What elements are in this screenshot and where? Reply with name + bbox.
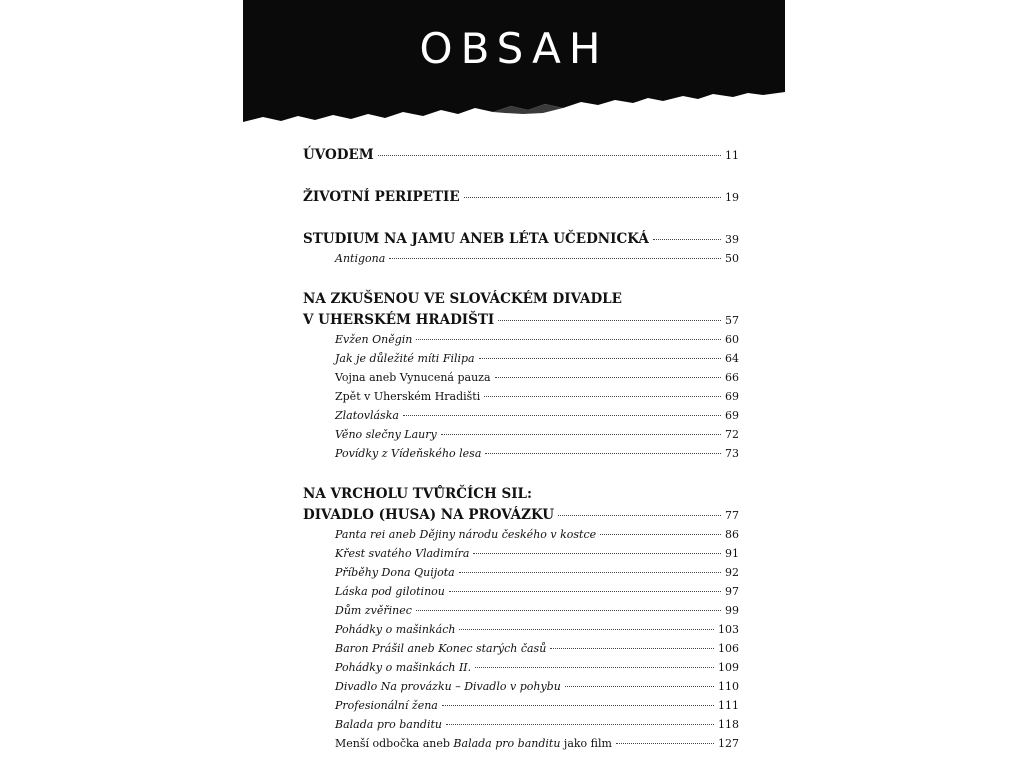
leader-dots	[495, 377, 721, 378]
leader-dots	[616, 743, 714, 744]
toc-subentry[interactable]	[303, 406, 739, 425]
leader-dots	[479, 358, 721, 359]
leader-dots	[464, 197, 721, 198]
leader-dots	[558, 515, 721, 516]
toc-section-heading-line: NA ZKUŠENOU VE SLOVÁCKÉM DIVADLE	[303, 291, 622, 307]
toc-subentry-label: Panta rei aneb Dějiny národu českého v kostce	[335, 528, 597, 541]
leader-dots	[449, 591, 721, 592]
toc-subentry[interactable]	[303, 696, 739, 715]
toc-subentry-label: Divadlo Na provázku – Divadlo v pohybu	[335, 680, 561, 693]
toc-subentry-label: Profesionální žena	[335, 699, 438, 712]
leader-dots	[565, 686, 714, 687]
toc-subentry-label-part: jako film	[560, 737, 612, 750]
leader-dots	[473, 553, 721, 554]
toc-subentry[interactable]	[303, 249, 739, 268]
toc-page-number: 72	[725, 428, 739, 441]
leader-dots	[550, 648, 714, 649]
leader-dots	[446, 724, 714, 725]
toc-subentry[interactable]	[303, 639, 739, 658]
toc-subentry[interactable]	[303, 620, 739, 639]
toc-subentry[interactable]	[303, 444, 739, 463]
leader-dots	[416, 339, 721, 340]
page-title: OBSAH	[419, 24, 609, 73]
toc-subentry[interactable]	[303, 582, 739, 601]
toc-subentry-label: Křest svatého Vladimíra	[335, 547, 470, 560]
toc-page-number: 57	[725, 314, 739, 327]
toc-subentry-label: Láska pod gilotinou	[335, 585, 445, 598]
toc-entry-zivotni-peripetie[interactable]	[303, 187, 739, 207]
toc-entry-zkusenou[interactable]	[303, 310, 739, 330]
toc-subentry-label-part: Menší odbočka aneb	[335, 737, 454, 750]
toc-section-heading-line: NA VRCHOLU TVŮRČÍCH SIL:	[303, 486, 533, 502]
toc-page-number: 109	[718, 661, 739, 674]
toc-subentry-label: Dům zvěřinec	[335, 604, 412, 617]
toc-page-number: 111	[718, 699, 739, 712]
leader-dots	[403, 415, 721, 416]
toc-page-number: 91	[725, 547, 739, 560]
toc-subentry[interactable]	[303, 715, 739, 734]
toc-page-number: 39	[725, 233, 739, 246]
toc-subentry-label: Vojna aneb Vynucená pauza	[335, 371, 491, 384]
toc-subentry[interactable]	[303, 658, 739, 677]
leader-dots	[485, 453, 721, 454]
toc-page-number: 103	[718, 623, 739, 636]
toc-subentry[interactable]	[303, 677, 739, 696]
header-banner	[243, 0, 785, 130]
toc-entry-vrcholu[interactable]	[303, 505, 739, 525]
toc-page-number: 92	[725, 566, 739, 579]
leader-dots	[484, 396, 721, 397]
leader-dots	[441, 434, 721, 435]
toc-entry-label: DIVADLO (HUSA) NA PROVÁZKU	[303, 507, 554, 523]
toc-subentry-label: Pohádky o mašinkách II.	[335, 661, 472, 674]
toc-page-number: 66	[725, 371, 739, 384]
toc-entry-label: V UHERSKÉM HRADIŠTI	[303, 312, 495, 328]
toc-entry-label: ŽIVOTNÍ PERIPETIE	[303, 189, 460, 205]
toc-entry-label: STUDIUM NA JAMU ANEB LÉTA UČEDNICKÁ	[303, 231, 649, 247]
leader-dots	[389, 258, 721, 259]
toc-entry-label: ÚVODEM	[303, 147, 374, 163]
toc-page-number: 64	[725, 352, 739, 365]
toc-subentry-label: Antigona	[335, 252, 386, 265]
toc-subentry-label: Evžen Oněgin	[335, 333, 413, 346]
toc-subentry-label: Balada pro banditu	[335, 718, 442, 731]
toc-subentry-label: Pohádky o mašinkách	[335, 623, 456, 636]
leader-dots	[600, 534, 721, 535]
toc-subentry-label: Věno slečny Laury	[335, 428, 437, 441]
table-of-contents	[303, 145, 739, 753]
toc-entry-studium[interactable]	[303, 229, 739, 249]
toc-subentry-label	[335, 734, 612, 753]
leader-dots	[459, 629, 714, 630]
leader-dots	[475, 667, 714, 668]
toc-subentry-label: Jak je důležité míti Filipa	[335, 352, 475, 365]
toc-page-number: 110	[718, 680, 739, 693]
leader-dots	[459, 572, 721, 573]
leader-dots	[653, 239, 721, 240]
toc-page-number: 86	[725, 528, 739, 541]
toc-subentry-label: Povídky z Vídeňského lesa	[335, 447, 482, 460]
toc-subentry-label: Zpět v Uherském Hradišti	[335, 390, 481, 403]
leader-dots	[416, 610, 721, 611]
toc-page-number: 127	[718, 737, 739, 750]
toc-page-number: 69	[725, 409, 739, 422]
toc-page-number: 11	[725, 149, 739, 162]
toc-subentry[interactable]	[303, 330, 739, 349]
toc-subentry[interactable]	[303, 525, 739, 544]
toc-subentry[interactable]	[303, 601, 739, 620]
leader-dots	[442, 705, 714, 706]
toc-subentry-label: Zlatovláska	[335, 409, 399, 422]
toc-subentry[interactable]	[303, 349, 739, 368]
leader-dots	[498, 320, 721, 321]
toc-page-number: 50	[725, 252, 739, 265]
toc-page-number: 106	[718, 642, 739, 655]
toc-entry-uvodem[interactable]	[303, 145, 739, 165]
toc-subentry-label: Příběhy Dona Quijota	[335, 566, 455, 579]
toc-page-number: 69	[725, 390, 739, 403]
toc-page-number: 73	[725, 447, 739, 460]
toc-subentry-label: Baron Prášil aneb Konec starých časů	[335, 642, 547, 655]
leader-dots	[378, 155, 721, 156]
toc-subentry[interactable]	[303, 368, 739, 387]
toc-page-number: 77	[725, 509, 739, 522]
toc-page-number: 97	[725, 585, 739, 598]
book-page	[243, 0, 785, 768]
toc-page-number: 60	[725, 333, 739, 346]
toc-subentry[interactable]	[303, 734, 739, 753]
toc-subentry[interactable]	[303, 425, 739, 444]
toc-page-number: 118	[718, 718, 739, 731]
toc-subentry[interactable]	[303, 563, 739, 582]
toc-subentry[interactable]	[303, 387, 739, 406]
toc-page-number: 99	[725, 604, 739, 617]
toc-subentry-label-italic: Balada pro banditu	[453, 737, 561, 750]
toc-page-number: 19	[725, 191, 739, 204]
toc-subentry[interactable]	[303, 544, 739, 563]
